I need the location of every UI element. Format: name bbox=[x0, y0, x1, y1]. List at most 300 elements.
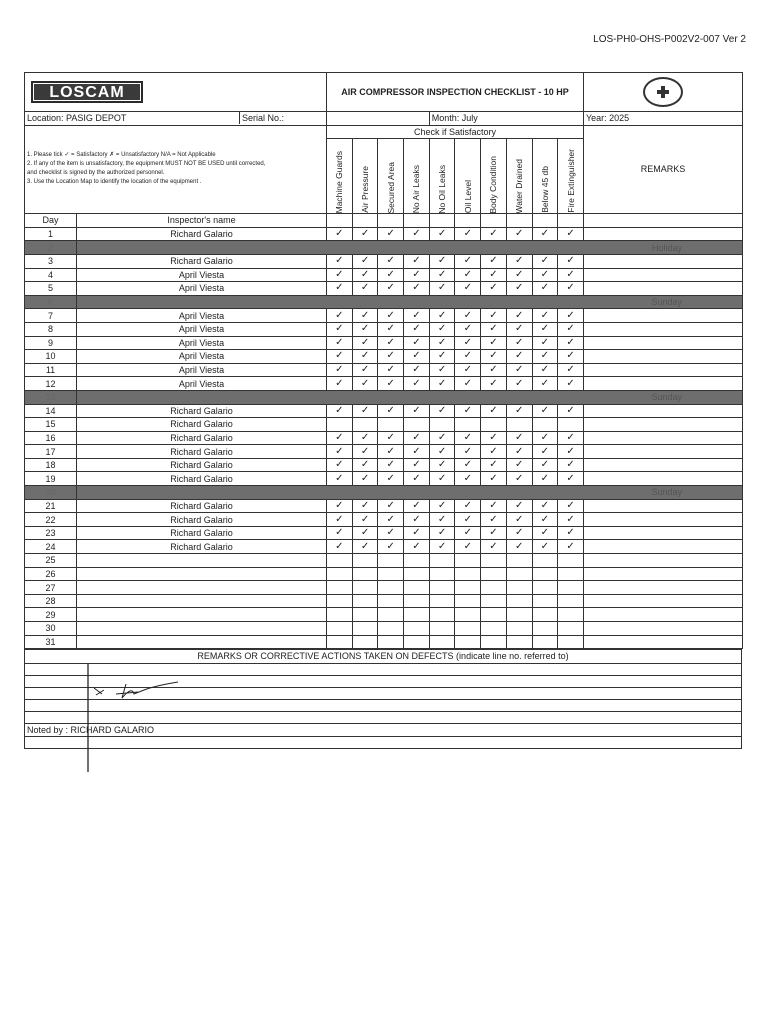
check-cell[interactable]: ✓ bbox=[455, 282, 481, 296]
check-cell[interactable]: ✓ bbox=[404, 227, 430, 241]
check-cell[interactable] bbox=[506, 581, 532, 595]
check-cell[interactable]: ✓ bbox=[506, 336, 532, 350]
check-cell[interactable] bbox=[352, 418, 378, 432]
check-cell[interactable]: ✓ bbox=[455, 540, 481, 554]
check-cell[interactable]: ✓ bbox=[429, 513, 455, 527]
check-cell[interactable]: ✓ bbox=[506, 377, 532, 391]
inspector-name[interactable]: April Viesta bbox=[77, 282, 327, 296]
check-cell[interactable]: ✓ bbox=[352, 540, 378, 554]
inspector-name[interactable] bbox=[77, 608, 327, 622]
check-cell[interactable]: ✓ bbox=[378, 431, 404, 445]
check-cell[interactable]: ✓ bbox=[378, 445, 404, 459]
inspector-name[interactable]: Richard Galario bbox=[77, 431, 327, 445]
check-cell[interactable]: ✓ bbox=[404, 404, 430, 418]
check-cell[interactable]: ✓ bbox=[378, 458, 404, 472]
check-cell[interactable]: ✓ bbox=[481, 526, 507, 540]
check-cell[interactable] bbox=[506, 554, 532, 568]
check-cell[interactable]: ✓ bbox=[327, 526, 353, 540]
check-cell[interactable]: ✓ bbox=[455, 322, 481, 336]
check-cell[interactable]: ✓ bbox=[429, 227, 455, 241]
check-cell[interactable]: ✓ bbox=[506, 363, 532, 377]
check-cell[interactable] bbox=[327, 567, 353, 581]
check-cell[interactable]: ✓ bbox=[532, 445, 558, 459]
check-cell[interactable]: ✓ bbox=[481, 513, 507, 527]
check-cell[interactable]: ✓ bbox=[558, 309, 584, 323]
inspector-name[interactable] bbox=[77, 594, 327, 608]
check-cell[interactable]: ✓ bbox=[455, 445, 481, 459]
check-cell[interactable] bbox=[558, 567, 584, 581]
check-cell[interactable] bbox=[327, 608, 353, 622]
check-cell[interactable]: ✓ bbox=[558, 431, 584, 445]
check-cell[interactable]: ✓ bbox=[352, 309, 378, 323]
check-cell[interactable]: ✓ bbox=[506, 513, 532, 527]
check-cell[interactable]: ✓ bbox=[429, 404, 455, 418]
inspector-name[interactable]: April Viesta bbox=[77, 268, 327, 282]
check-cell[interactable] bbox=[327, 622, 353, 636]
remarks-cell[interactable] bbox=[583, 540, 742, 554]
check-cell[interactable] bbox=[378, 567, 404, 581]
check-cell[interactable]: ✓ bbox=[378, 404, 404, 418]
check-cell[interactable] bbox=[481, 581, 507, 595]
check-cell[interactable] bbox=[558, 581, 584, 595]
check-cell[interactable]: ✓ bbox=[327, 282, 353, 296]
remarks-cell[interactable] bbox=[583, 499, 742, 513]
check-cell[interactable]: ✓ bbox=[558, 458, 584, 472]
check-cell[interactable] bbox=[455, 622, 481, 636]
check-cell[interactable] bbox=[352, 554, 378, 568]
check-cell[interactable]: ✓ bbox=[481, 309, 507, 323]
check-cell[interactable] bbox=[429, 567, 455, 581]
check-cell[interactable]: ✓ bbox=[429, 363, 455, 377]
check-cell[interactable]: ✓ bbox=[481, 322, 507, 336]
check-cell[interactable]: ✓ bbox=[327, 227, 353, 241]
check-cell[interactable]: ✓ bbox=[429, 526, 455, 540]
check-cell[interactable]: ✓ bbox=[327, 363, 353, 377]
remarks-cell[interactable] bbox=[583, 282, 742, 296]
check-cell[interactable] bbox=[558, 554, 584, 568]
check-cell[interactable] bbox=[429, 581, 455, 595]
check-cell[interactable]: ✓ bbox=[327, 540, 353, 554]
check-cell[interactable]: ✓ bbox=[429, 254, 455, 268]
check-cell[interactable]: ✓ bbox=[404, 472, 430, 486]
inspector-name[interactable]: Richard Galario bbox=[77, 254, 327, 268]
check-cell[interactable] bbox=[327, 418, 353, 432]
inspector-name[interactable]: Richard Galario bbox=[77, 540, 327, 554]
check-cell[interactable]: ✓ bbox=[532, 350, 558, 364]
remarks-cell[interactable] bbox=[583, 227, 742, 241]
check-cell[interactable] bbox=[327, 594, 353, 608]
check-cell[interactable]: ✓ bbox=[327, 322, 353, 336]
check-cell[interactable] bbox=[378, 635, 404, 649]
check-cell[interactable]: ✓ bbox=[481, 540, 507, 554]
check-cell[interactable]: ✓ bbox=[506, 322, 532, 336]
check-cell[interactable] bbox=[532, 581, 558, 595]
check-cell[interactable]: ✓ bbox=[558, 268, 584, 282]
check-cell[interactable]: ✓ bbox=[506, 472, 532, 486]
check-cell[interactable]: ✓ bbox=[404, 526, 430, 540]
check-cell[interactable]: ✓ bbox=[558, 472, 584, 486]
check-cell[interactable]: ✓ bbox=[481, 377, 507, 391]
check-cell[interactable]: ✓ bbox=[327, 254, 353, 268]
check-cell[interactable]: ✓ bbox=[558, 254, 584, 268]
check-cell[interactable]: ✓ bbox=[378, 254, 404, 268]
check-cell[interactable]: ✓ bbox=[455, 513, 481, 527]
check-cell[interactable]: ✓ bbox=[352, 513, 378, 527]
check-cell[interactable]: ✓ bbox=[506, 499, 532, 513]
remarks-cell[interactable] bbox=[583, 581, 742, 595]
check-cell[interactable]: ✓ bbox=[378, 336, 404, 350]
check-cell[interactable] bbox=[455, 567, 481, 581]
inspector-name[interactable]: April Viesta bbox=[77, 350, 327, 364]
remarks-cell[interactable] bbox=[583, 622, 742, 636]
inspector-name[interactable]: Richard Galario bbox=[77, 499, 327, 513]
check-cell[interactable]: ✓ bbox=[455, 336, 481, 350]
remarks-cell[interactable] bbox=[583, 431, 742, 445]
check-cell[interactable]: ✓ bbox=[404, 322, 430, 336]
check-cell[interactable]: ✓ bbox=[429, 445, 455, 459]
check-cell[interactable]: ✓ bbox=[378, 268, 404, 282]
check-cell[interactable]: ✓ bbox=[429, 499, 455, 513]
check-cell[interactable]: ✓ bbox=[327, 431, 353, 445]
check-cell[interactable]: ✓ bbox=[506, 526, 532, 540]
check-cell[interactable] bbox=[455, 581, 481, 595]
check-cell[interactable]: ✓ bbox=[327, 445, 353, 459]
check-cell[interactable] bbox=[352, 581, 378, 595]
inspector-name[interactable]: April Viesta bbox=[77, 363, 327, 377]
check-cell[interactable] bbox=[404, 594, 430, 608]
check-cell[interactable]: ✓ bbox=[506, 268, 532, 282]
check-cell[interactable]: ✓ bbox=[404, 282, 430, 296]
remarks-cell[interactable] bbox=[583, 404, 742, 418]
inspector-name[interactable]: April Viesta bbox=[77, 322, 327, 336]
check-cell[interactable]: ✓ bbox=[352, 227, 378, 241]
check-cell[interactable]: ✓ bbox=[558, 350, 584, 364]
check-cell[interactable]: ✓ bbox=[352, 404, 378, 418]
check-cell[interactable]: ✓ bbox=[481, 472, 507, 486]
check-cell[interactable] bbox=[506, 622, 532, 636]
check-cell[interactable]: ✓ bbox=[327, 268, 353, 282]
check-cell[interactable] bbox=[378, 554, 404, 568]
check-cell[interactable]: ✓ bbox=[455, 363, 481, 377]
check-cell[interactable]: ✓ bbox=[481, 445, 507, 459]
check-cell[interactable] bbox=[378, 594, 404, 608]
check-cell[interactable] bbox=[429, 554, 455, 568]
check-cell[interactable]: ✓ bbox=[532, 431, 558, 445]
check-cell[interactable]: ✓ bbox=[532, 526, 558, 540]
check-cell[interactable]: ✓ bbox=[352, 499, 378, 513]
check-cell[interactable]: ✓ bbox=[506, 431, 532, 445]
check-cell[interactable] bbox=[455, 594, 481, 608]
check-cell[interactable]: ✓ bbox=[558, 377, 584, 391]
check-cell[interactable]: ✓ bbox=[429, 431, 455, 445]
check-cell[interactable]: ✓ bbox=[378, 540, 404, 554]
check-cell[interactable] bbox=[481, 635, 507, 649]
check-cell[interactable]: ✓ bbox=[378, 472, 404, 486]
check-cell[interactable]: ✓ bbox=[506, 458, 532, 472]
check-cell[interactable]: ✓ bbox=[352, 431, 378, 445]
check-cell[interactable]: ✓ bbox=[532, 268, 558, 282]
check-cell[interactable] bbox=[352, 608, 378, 622]
check-cell[interactable]: ✓ bbox=[506, 350, 532, 364]
check-cell[interactable]: ✓ bbox=[558, 227, 584, 241]
check-cell[interactable]: ✓ bbox=[558, 540, 584, 554]
check-cell[interactable]: ✓ bbox=[378, 526, 404, 540]
remarks-cell[interactable] bbox=[583, 268, 742, 282]
check-cell[interactable]: ✓ bbox=[429, 472, 455, 486]
check-cell[interactable]: ✓ bbox=[327, 458, 353, 472]
check-cell[interactable]: ✓ bbox=[532, 404, 558, 418]
check-cell[interactable] bbox=[532, 594, 558, 608]
check-cell[interactable]: ✓ bbox=[352, 445, 378, 459]
check-cell[interactable]: ✓ bbox=[455, 499, 481, 513]
check-cell[interactable]: ✓ bbox=[378, 322, 404, 336]
check-cell[interactable]: ✓ bbox=[558, 282, 584, 296]
check-cell[interactable] bbox=[455, 608, 481, 622]
check-cell[interactable] bbox=[429, 622, 455, 636]
check-cell[interactable]: ✓ bbox=[532, 458, 558, 472]
check-cell[interactable] bbox=[481, 554, 507, 568]
check-cell[interactable] bbox=[506, 594, 532, 608]
check-cell[interactable] bbox=[378, 608, 404, 622]
check-cell[interactable]: ✓ bbox=[404, 377, 430, 391]
check-cell[interactable]: ✓ bbox=[481, 336, 507, 350]
check-cell[interactable] bbox=[429, 608, 455, 622]
check-cell[interactable] bbox=[532, 622, 558, 636]
check-cell[interactable]: ✓ bbox=[327, 499, 353, 513]
check-cell[interactable]: ✓ bbox=[481, 254, 507, 268]
check-cell[interactable] bbox=[506, 418, 532, 432]
inspector-name[interactable] bbox=[77, 581, 327, 595]
check-cell[interactable] bbox=[481, 567, 507, 581]
check-cell[interactable]: ✓ bbox=[404, 431, 430, 445]
check-cell[interactable]: ✓ bbox=[352, 472, 378, 486]
check-cell[interactable]: ✓ bbox=[558, 363, 584, 377]
check-cell[interactable] bbox=[481, 622, 507, 636]
check-cell[interactable]: ✓ bbox=[455, 268, 481, 282]
check-cell[interactable] bbox=[506, 608, 532, 622]
check-cell[interactable]: ✓ bbox=[455, 377, 481, 391]
check-cell[interactable] bbox=[429, 594, 455, 608]
check-cell[interactable]: ✓ bbox=[481, 268, 507, 282]
check-cell[interactable]: ✓ bbox=[532, 227, 558, 241]
check-cell[interactable]: ✓ bbox=[352, 336, 378, 350]
check-cell[interactable]: ✓ bbox=[404, 268, 430, 282]
check-cell[interactable] bbox=[404, 635, 430, 649]
check-cell[interactable] bbox=[532, 567, 558, 581]
check-cell[interactable]: ✓ bbox=[532, 499, 558, 513]
check-cell[interactable]: ✓ bbox=[327, 404, 353, 418]
check-cell[interactable] bbox=[404, 622, 430, 636]
inspector-name[interactable] bbox=[77, 635, 327, 649]
check-cell[interactable]: ✓ bbox=[532, 309, 558, 323]
check-cell[interactable]: ✓ bbox=[352, 350, 378, 364]
check-cell[interactable]: ✓ bbox=[558, 445, 584, 459]
check-cell[interactable] bbox=[532, 554, 558, 568]
check-cell[interactable] bbox=[327, 554, 353, 568]
check-cell[interactable]: ✓ bbox=[429, 336, 455, 350]
check-cell[interactable]: ✓ bbox=[532, 336, 558, 350]
check-cell[interactable]: ✓ bbox=[404, 254, 430, 268]
inspector-name[interactable]: April Viesta bbox=[77, 377, 327, 391]
check-cell[interactable]: ✓ bbox=[532, 377, 558, 391]
check-cell[interactable] bbox=[481, 608, 507, 622]
check-cell[interactable]: ✓ bbox=[558, 526, 584, 540]
remarks-cell[interactable] bbox=[583, 418, 742, 432]
remarks-cell[interactable] bbox=[583, 445, 742, 459]
check-cell[interactable] bbox=[429, 418, 455, 432]
check-cell[interactable] bbox=[558, 594, 584, 608]
check-cell[interactable] bbox=[327, 581, 353, 595]
check-cell[interactable] bbox=[378, 581, 404, 595]
check-cell[interactable]: ✓ bbox=[532, 254, 558, 268]
check-cell[interactable]: ✓ bbox=[455, 404, 481, 418]
check-cell[interactable]: ✓ bbox=[429, 309, 455, 323]
check-cell[interactable]: ✓ bbox=[506, 282, 532, 296]
check-cell[interactable]: ✓ bbox=[558, 336, 584, 350]
check-cell[interactable]: ✓ bbox=[429, 458, 455, 472]
check-cell[interactable]: ✓ bbox=[327, 513, 353, 527]
check-cell[interactable]: ✓ bbox=[404, 540, 430, 554]
check-cell[interactable]: ✓ bbox=[404, 363, 430, 377]
check-cell[interactable]: ✓ bbox=[378, 227, 404, 241]
check-cell[interactable]: ✓ bbox=[327, 336, 353, 350]
check-cell[interactable]: ✓ bbox=[352, 268, 378, 282]
remarks-cell[interactable] bbox=[583, 458, 742, 472]
check-cell[interactable]: ✓ bbox=[429, 322, 455, 336]
inspector-name[interactable]: Richard Galario bbox=[77, 526, 327, 540]
inspector-name[interactable]: Richard Galario bbox=[77, 472, 327, 486]
check-cell[interactable] bbox=[558, 608, 584, 622]
check-cell[interactable]: ✓ bbox=[455, 526, 481, 540]
check-cell[interactable]: ✓ bbox=[352, 458, 378, 472]
check-cell[interactable]: ✓ bbox=[327, 377, 353, 391]
check-cell[interactable]: ✓ bbox=[429, 282, 455, 296]
check-cell[interactable]: ✓ bbox=[404, 309, 430, 323]
check-cell[interactable]: ✓ bbox=[455, 350, 481, 364]
check-cell[interactable]: ✓ bbox=[429, 350, 455, 364]
check-cell[interactable] bbox=[404, 608, 430, 622]
check-cell[interactable]: ✓ bbox=[455, 227, 481, 241]
check-cell[interactable]: ✓ bbox=[532, 540, 558, 554]
check-cell[interactable]: ✓ bbox=[506, 404, 532, 418]
check-cell[interactable]: ✓ bbox=[327, 472, 353, 486]
check-cell[interactable]: ✓ bbox=[378, 499, 404, 513]
check-cell[interactable]: ✓ bbox=[532, 513, 558, 527]
inspector-name[interactable] bbox=[77, 554, 327, 568]
check-cell[interactable]: ✓ bbox=[455, 431, 481, 445]
check-cell[interactable]: ✓ bbox=[378, 377, 404, 391]
check-cell[interactable] bbox=[378, 622, 404, 636]
remarks-cell[interactable] bbox=[583, 513, 742, 527]
check-cell[interactable]: ✓ bbox=[481, 499, 507, 513]
check-cell[interactable] bbox=[352, 635, 378, 649]
check-cell[interactable]: ✓ bbox=[506, 227, 532, 241]
check-cell[interactable]: ✓ bbox=[558, 513, 584, 527]
check-cell[interactable] bbox=[532, 608, 558, 622]
check-cell[interactable] bbox=[404, 418, 430, 432]
check-cell[interactable]: ✓ bbox=[506, 445, 532, 459]
check-cell[interactable] bbox=[506, 635, 532, 649]
check-cell[interactable]: ✓ bbox=[558, 322, 584, 336]
check-cell[interactable]: ✓ bbox=[481, 282, 507, 296]
check-cell[interactable] bbox=[352, 567, 378, 581]
remarks-cell[interactable] bbox=[583, 594, 742, 608]
check-cell[interactable] bbox=[352, 622, 378, 636]
inspector-name[interactable]: April Viesta bbox=[77, 336, 327, 350]
check-cell[interactable]: ✓ bbox=[532, 282, 558, 296]
remarks-cell[interactable] bbox=[583, 567, 742, 581]
check-cell[interactable]: ✓ bbox=[481, 227, 507, 241]
check-cell[interactable]: ✓ bbox=[352, 377, 378, 391]
check-cell[interactable] bbox=[558, 635, 584, 649]
remarks-cell[interactable] bbox=[583, 336, 742, 350]
check-cell[interactable] bbox=[558, 418, 584, 432]
check-cell[interactable]: ✓ bbox=[327, 350, 353, 364]
check-cell[interactable]: ✓ bbox=[558, 404, 584, 418]
check-cell[interactable]: ✓ bbox=[352, 363, 378, 377]
check-cell[interactable]: ✓ bbox=[378, 513, 404, 527]
check-cell[interactable]: ✓ bbox=[506, 540, 532, 554]
check-cell[interactable] bbox=[404, 581, 430, 595]
check-cell[interactable]: ✓ bbox=[455, 254, 481, 268]
check-cell[interactable] bbox=[352, 594, 378, 608]
check-cell[interactable]: ✓ bbox=[532, 472, 558, 486]
check-cell[interactable]: ✓ bbox=[404, 513, 430, 527]
inspector-name[interactable]: Richard Galario bbox=[77, 227, 327, 241]
check-cell[interactable] bbox=[506, 567, 532, 581]
check-cell[interactable]: ✓ bbox=[327, 309, 353, 323]
inspector-name[interactable]: Richard Galario bbox=[77, 445, 327, 459]
check-cell[interactable]: ✓ bbox=[404, 336, 430, 350]
check-cell[interactable] bbox=[327, 635, 353, 649]
remarks-cell[interactable] bbox=[583, 350, 742, 364]
inspector-name[interactable]: Richard Galario bbox=[77, 458, 327, 472]
check-cell[interactable] bbox=[455, 635, 481, 649]
inspector-name[interactable] bbox=[77, 622, 327, 636]
check-cell[interactable]: ✓ bbox=[378, 282, 404, 296]
check-cell[interactable]: ✓ bbox=[404, 458, 430, 472]
check-cell[interactable]: ✓ bbox=[455, 309, 481, 323]
check-cell[interactable]: ✓ bbox=[404, 445, 430, 459]
remarks-cell[interactable] bbox=[583, 526, 742, 540]
inspector-name[interactable]: Richard Galario bbox=[77, 513, 327, 527]
remarks-cell[interactable] bbox=[583, 309, 742, 323]
check-cell[interactable] bbox=[378, 418, 404, 432]
check-cell[interactable] bbox=[404, 567, 430, 581]
check-cell[interactable] bbox=[455, 418, 481, 432]
check-cell[interactable] bbox=[429, 635, 455, 649]
remarks-cell[interactable] bbox=[583, 472, 742, 486]
check-cell[interactable]: ✓ bbox=[378, 363, 404, 377]
remarks-cell[interactable] bbox=[583, 322, 742, 336]
check-cell[interactable]: ✓ bbox=[532, 363, 558, 377]
check-cell[interactable]: ✓ bbox=[481, 404, 507, 418]
check-cell[interactable] bbox=[481, 594, 507, 608]
check-cell[interactable]: ✓ bbox=[558, 499, 584, 513]
check-cell[interactable]: ✓ bbox=[352, 282, 378, 296]
check-cell[interactable]: ✓ bbox=[352, 526, 378, 540]
inspector-name[interactable]: Richard Galario bbox=[77, 404, 327, 418]
check-cell[interactable]: ✓ bbox=[429, 268, 455, 282]
check-cell[interactable]: ✓ bbox=[404, 350, 430, 364]
check-cell[interactable]: ✓ bbox=[506, 309, 532, 323]
remarks-cell[interactable] bbox=[583, 363, 742, 377]
check-cell[interactable]: ✓ bbox=[429, 540, 455, 554]
remarks-cell[interactable] bbox=[583, 377, 742, 391]
check-cell[interactable]: ✓ bbox=[378, 350, 404, 364]
remarks-cell[interactable] bbox=[583, 608, 742, 622]
check-cell[interactable]: ✓ bbox=[429, 377, 455, 391]
